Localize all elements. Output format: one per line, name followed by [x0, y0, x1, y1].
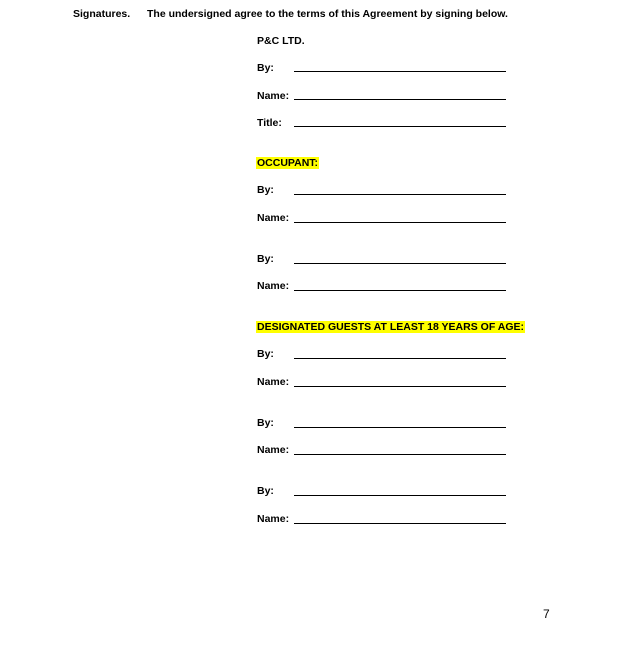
occupant-2-by-signature-line[interactable] — [294, 263, 506, 264]
occupant-2-by-label: By: — [257, 253, 274, 265]
company-title-label: Title: — [257, 117, 282, 129]
company-name-label: Name: — [257, 90, 290, 102]
guests-heading-text: DESIGNATED GUESTS AT LEAST 18 YEARS OF AGE: — [257, 321, 525, 333]
page-number: 7 — [543, 607, 550, 621]
guest-1-name-label: Name: — [257, 376, 290, 388]
occupant-2-name-signature-line[interactable] — [294, 290, 506, 291]
guest-1-name-signature-line[interactable] — [294, 386, 506, 387]
occupant-1-name-signature-line[interactable] — [294, 222, 506, 223]
guests-heading — [256, 321, 525, 334]
company-heading: P&C LTD. — [257, 35, 305, 47]
occupant-heading — [256, 157, 319, 170]
company-name-signature-line[interactable] — [294, 99, 506, 100]
occupant-1-by-label: By: — [257, 184, 274, 196]
occupant-1-name-label: Name: — [257, 212, 290, 224]
guest-2-by-label: By: — [257, 417, 274, 429]
guest-3-name-signature-line[interactable] — [294, 523, 506, 524]
section-label: Signatures. — [73, 8, 131, 20]
company-by-signature-line[interactable] — [294, 71, 506, 72]
guest-1-by-label: By: — [257, 348, 274, 360]
guest-2-name-label: Name: — [257, 444, 290, 456]
guest-3-by-signature-line[interactable] — [294, 495, 506, 496]
company-title-signature-line[interactable] — [294, 126, 506, 127]
intro-text: The undersigned agree to the terms of this Agreement by signing below. — [147, 8, 508, 20]
guest-2-by-signature-line[interactable] — [294, 427, 506, 428]
occupant-2-name-label: Name: — [257, 280, 290, 292]
company-by-label: By: — [257, 62, 274, 74]
occupant-1-by-signature-line[interactable] — [294, 194, 506, 195]
guest-3-name-label: Name: — [257, 513, 290, 525]
occupant-heading-text: OCCUPANT: — [257, 157, 319, 169]
guest-3-by-label: By: — [257, 485, 274, 497]
guest-2-name-signature-line[interactable] — [294, 454, 506, 455]
guest-1-by-signature-line[interactable] — [294, 358, 506, 359]
